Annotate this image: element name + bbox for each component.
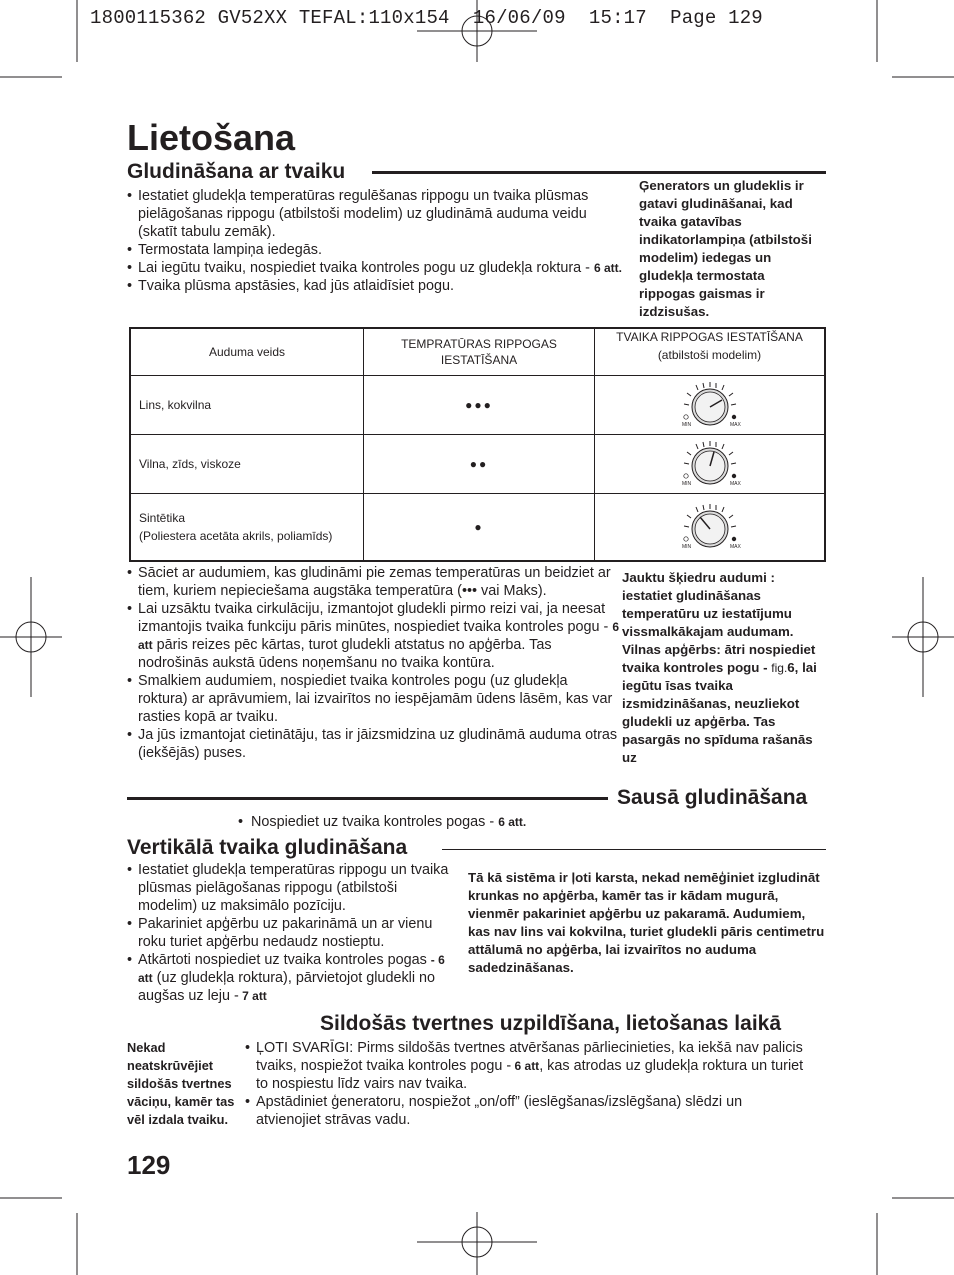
vertical-warning-note: Tā kā sistēma ir ļoti karsta, nekad nemēģiniet izgludināt krunkas no apģērba, kamēr tas ir kādam mugurā, vienmēr pakariniet apģērbu uz pakaramā. Audumiem, kas nav lins vai kokvilna, turiet gludekli pāris centimetru attālumā no apģērba, lai izvairītos no auduma sadedzināšanas. <box>468 870 825 975</box>
section-heading-vertical: Vertikālā tvaika gludināšana <box>127 836 408 859</box>
dial-max-label: MAX <box>729 480 741 487</box>
registration-mark-left <box>0 577 62 697</box>
figure-reference: - 6 att <box>138 953 445 985</box>
dry-instructions <box>238 813 738 831</box>
dial-min-label: MIN <box>681 543 691 550</box>
list-item: • Sāciet ar audumiem, kas gludināmi pie zemas temperatūras un beidziet ar tiem, kuriem nepieciešama augstāka temperatūra (••• vai Maks). <box>127 564 619 600</box>
list-item: • Iestatiet gludekļa temperatūras rippogu un tvaika plūsmas pielāgošanas rippogu (atbilstoši modelim) uz maksimālo pozīciju. <box>127 861 457 915</box>
mixed-fabric-note: Jauktu šķiedru audumi : iestatiet gludināšanas temperatūru uz iestatījumu vissmalkākajam audumam. Vilnas apģērbs: ātri nospiediet tvaika kontroles pogu - fig.6, lai iegūtu īsas tvaika izsmidzināšanas, neuzliekot gludekli uz apģērba. Tas pasargās no spīduma rašanās uz <box>622 570 817 765</box>
list-item: • Lai iegūtu tvaiku, nospiediet tvaika kontroles pogu uz gludekļa roktura - 6 att. <box>127 259 627 277</box>
page-number: 129 <box>127 1150 171 1180</box>
temperature-dots: ●●● <box>364 375 595 434</box>
dial-max-label: MAX <box>729 543 741 550</box>
steam-ready-note: Ģenerators un gludeklis ir gatavi gludināšanai, kad tvaika gatavības indikatorlampiņa (atbilstoši modelim) iedegas un gludekļa termostata rippogas gaismas ir izdzisušas. <box>639 178 812 319</box>
page-title: Lietošana <box>127 117 296 158</box>
list-item: • Atkārtoti nospiediet uz tvaika kontroles pogas - 6 att (uz gludekļa roktura), pārvietojot gludekli no augšas uz leju - 7 att <box>127 951 457 1005</box>
col-header-fabric: Auduma veids <box>130 328 364 375</box>
steam-tips <box>127 564 619 762</box>
refill-instructions <box>245 1039 805 1129</box>
list-item: • Lai uzsāktu tvaika cirkulāciju, izmantojot gludekli pirmo reizi vai, ja neesat izmantojis tvaika funkciju pāris minūtes, nospiediet tvaika kontroles pogu - 6 att pāris reizes pēc kārtas, turot gludekli atstatus no apģērba. Tas nodrošinās aukstā ūdens noņemšanu no tvaika kontūra. <box>127 600 619 672</box>
section-rule <box>372 171 826 174</box>
temperature-dots: ● <box>364 493 595 561</box>
fabric-cell: Vilna, zīds, viskoze <box>130 434 364 493</box>
temperature-dots: ●● <box>364 434 595 493</box>
list-item: • Smalkiem audumiem, nospiediet tvaika kontroles pogu (uz gludekļa roktura) ar aprāvumiem, lai izvairītos no iespējamām ūdens lāsēm, kas var rasties kopā ar tvaiku. <box>127 672 619 726</box>
registration-mark-bottom <box>417 1212 537 1275</box>
fabric-cell: Lins, kokvilna <box>130 375 364 434</box>
list-item: • Pakariniet apģērbu uz pakarināmā un ar vienu roku turiet apģērbu nedaudz nostieptu. <box>127 915 457 951</box>
table-row <box>130 375 825 434</box>
section-rule <box>442 849 826 850</box>
figure-reference: 6 att. <box>498 815 527 829</box>
fabric-cell: Sintētika (Poliestera acetāta akrils, poliamīds) <box>130 493 364 561</box>
col-header-temperature: TEMPRATŪRAS RIPPOGAS IESTATĪŠANA <box>364 328 595 375</box>
list-item: • Termostata lampiņa iedegās. <box>127 241 627 259</box>
steam-instructions <box>127 187 627 295</box>
steam-dial-icon <box>670 498 750 552</box>
list-item: • ĻOTI SVARĪGI: Pirms sildošās tvertnes atvēršanas pārliecinieties, ka iekšā nav palicis tvaiks, nospiežot tvaika kontroles pogu - 6 att, kas atrodas uz gludekļa roktura un turiet to nospiestu līdz vairs nav tvaika. <box>245 1039 805 1093</box>
dial-max-label: MAX <box>729 421 741 428</box>
steam-dial-cell <box>595 375 826 434</box>
figure-reference: 6 att. <box>593 261 622 275</box>
steam-dial-icon <box>670 435 750 489</box>
steam-dial-icon <box>670 376 750 430</box>
col-header-steam: TVAIKA RIPPOGAS IESTATĪŠANA (atbilstoši modelim) <box>595 328 826 375</box>
table-header-row <box>130 328 825 375</box>
list-item: • Nospiediet uz tvaika kontroles pogas - 6 att. <box>238 813 738 831</box>
steam-dial-cell <box>595 434 826 493</box>
steam-dial-cell <box>595 493 826 561</box>
list-item: • Apstādiniet ģeneratoru, nospiežot „on/off” (ieslēgšanas/izslēgšana) slēdzi un atvienojiet strāvas vadu. <box>245 1093 805 1129</box>
figure-reference: 6 att <box>511 1059 540 1073</box>
section-heading-dry: Sausā gludināšana <box>617 786 808 809</box>
settings-table <box>129 327 826 562</box>
registration-mark-right <box>892 577 954 697</box>
figure-reference: 6 att <box>138 620 620 652</box>
section-rule <box>127 797 608 800</box>
section-heading-refill: Sildošās tvertnes uzpildīšana, lietošanas laikā <box>320 1012 782 1035</box>
table-row <box>130 434 825 493</box>
refill-side-note: Nekad neatskrūvējiet sildošās tvertnes vāciņu, kamēr tas vēl izdala tvaiku. <box>127 1040 235 1127</box>
vertical-instructions <box>127 861 457 1005</box>
list-item: • Iestatiet gludekļa temperatūras regulēšanas rippogu un tvaika plūsmas pielāgošanas rippogu (atbilstoši modelim) uz gludināmā auduma veidu (skatīt tabulu zemāk). <box>127 187 627 241</box>
dial-min-label: MIN <box>681 480 691 487</box>
print-header: 1800115362 GV52XX TEFAL:110x154 16/06/09 15:17 Page 129 <box>90 7 763 29</box>
figure-reference: 7 att <box>238 989 267 1003</box>
dial-min-label: MIN <box>681 421 691 428</box>
table-row <box>130 493 825 561</box>
list-item: • Ja jūs izmantojat cietinātāju, tas ir jāizsmidzina uz gludināmā auduma otras (iekšējās) puses. <box>127 726 619 762</box>
section-heading-steam: Gludināšana ar tvaiku <box>127 160 346 183</box>
list-item: • Tvaika plūsma apstāsies, kad jūs atlaidīsiet pogu. <box>127 277 627 295</box>
